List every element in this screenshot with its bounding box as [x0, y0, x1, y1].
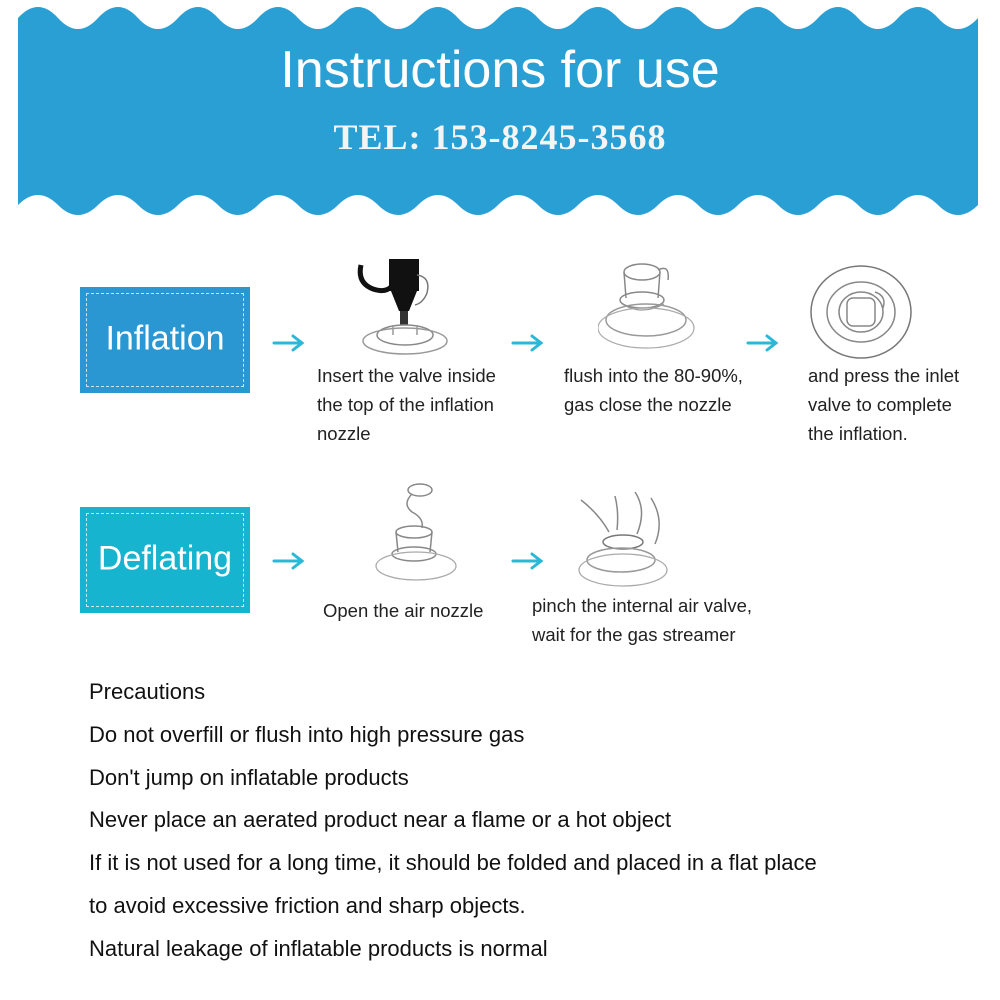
precaution-item: Don't jump on inflatable products	[89, 765, 409, 790]
telephone-number: TEL: 153-8245-3568	[333, 117, 667, 157]
inflation-label: Inflation	[105, 319, 225, 358]
precaution-item: If it is not used for a long time, it should be folded and placed in a flat place	[89, 850, 817, 875]
deflating-step-1-caption: Open the air nozzle	[323, 600, 484, 621]
pump-nozzle-valve-icon	[345, 255, 455, 360]
inflation-step-2-caption: flush into the 80-90%, gas close the nozzle	[564, 365, 743, 415]
valve-cap-icon	[598, 258, 702, 358]
precaution-item: to avoid excessive friction and sharp objects.	[89, 893, 526, 918]
precaution-item: Do not overfill or flush into high pressure gas	[89, 722, 525, 747]
precaution-item: Never place an aerated product near a flame or a hot object	[89, 807, 672, 832]
page-title: Instructions for use	[280, 41, 720, 99]
arrow-right-icon	[511, 333, 545, 353]
arrow-right-icon	[272, 551, 306, 571]
header-banner	[0, 0, 1000, 230]
precaution-item: Natural leakage of inflatable products is normal	[89, 936, 548, 961]
inflation-step-1-caption: Insert the valve inside the top of the inflation nozzle	[317, 365, 496, 444]
arrow-right-icon	[746, 333, 780, 353]
deflating-label-box	[80, 507, 250, 613]
deflating-label: Deflating	[97, 539, 233, 578]
arrow-right-icon	[272, 333, 306, 353]
inflation-step-3-caption: and press the inlet valve to complete the inflation.	[808, 365, 960, 444]
inflation-label-box	[80, 287, 250, 393]
wavy-banner-background	[18, 7, 978, 215]
arrow-right-icon	[511, 551, 545, 571]
pinch-valve-icon	[575, 490, 685, 590]
open-valve-icon	[372, 478, 468, 590]
valve-top-view-icon	[805, 262, 917, 362]
deflating-step-2-caption: pinch the internal air valve, wait for the gas streamer	[532, 595, 753, 645]
precautions-heading: Precautions	[89, 679, 206, 704]
